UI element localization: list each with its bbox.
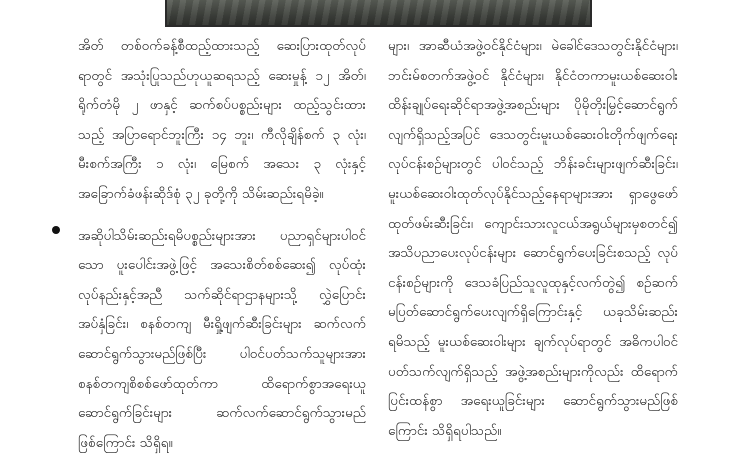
text-line: အသိပညာပေးလုပ်ငန်းများ ဆောင်ရွက်ပေးခြင်းစသည့် လုပ် — [388, 245, 678, 262]
text-line: အခြောက်ခံဖန်းဆိုဒ်စုံ ၃၂ ခုတို့ကို သိမ်းဆည်းရမိခဲ့။ — [78, 185, 324, 202]
text-line: သော ပူးပေါင်းအဖွဲ့ဖြင့် အသေးစိတ်စစ်ဆေး၍ လုပ်ထုံး — [78, 257, 366, 274]
text-line: ရမိသည့် မူးယစ်ဆေးဝါးများ ချက်လုပ်ရာတွင် အဓိကပါဝင် — [388, 333, 678, 350]
paragraph-1 — [78, 32, 366, 210]
right-column — [388, 32, 678, 446]
text-line: ဆောင်ရွက်ခြင်းများ ဆက်လက်ဆောင်ရွက်သွားမည် — [78, 405, 366, 422]
text-line: ထိန်းချုပ်ရေးဆိုင်ရာအဖွဲ့အစည်းများ ပိုမိုတိုးမြှင့်ဆောင်ရွက် — [388, 97, 678, 114]
text-line: သည့် အပြာရောင်ဘူးကြီး ၁၄ ဘူး၊ ကီလိုချိန်စက် ၃ လုံး၊ — [78, 126, 366, 143]
text-line: မီးစက်အကြီး ၁ လုံး၊ မြေစက် အသေး ၃ လုံးနှင့် — [78, 156, 366, 173]
left-column — [78, 32, 366, 458]
text-line: အိတ် တစ်ဝက်ခန့်စီထည့်ထားသည့် ဆေးပြားထုတ်လုပ် — [78, 38, 366, 54]
text-line: ပြင်းထန်စွာ အရေးယူခြင်းများ ဆောင်ရွက်သွားမည်ဖြစ် — [388, 393, 678, 410]
text-line: အဆိုပါသိမ်းဆည်းရမိပစ္စည်းများအား ပညာရှင်များပါဝင် — [78, 227, 366, 244]
paragraph-gap — [78, 210, 366, 222]
text-line: အပ်နှံခြင်း၊ စနစ်တကျ မီးရှို့ဖျက်ဆီးခြင်းများ ဆက်လက် — [78, 316, 366, 333]
text-line: စနစ်တကျစိစစ်ဖော်ထုတ်ကာ ထိရောက်စွာအရေးယူ — [78, 375, 366, 392]
text-line: များ၊ အာဆီယံအဖွဲ့ဝင်နိုင်ငံများ၊ မဲခေါင်ဒေသတွင်းနိုင်ငံများ၊ — [388, 38, 678, 54]
text-line: ရိုက်တံမို ၂ ဖာနှင့် ဆက်စပ်ပစ္စည်းများ ထည့်သွင်းထား — [78, 97, 366, 114]
text-line: လုပ်နည်းနှင့်အညီ သက်ဆိုင်ရာဌာနများသို့ လွှဲပြောင်း — [78, 286, 366, 303]
text-line: မပြတ်ဆောင်ရွက်ပေးလျက်ရှိကြောင်းနှင့် ယခုသိမ်းဆည်း — [388, 304, 678, 321]
text-line: ပတ်သက်လျက်ရှိသည့် အဖွဲ့အစည်းများကိုလည်း ထိရောက် — [388, 363, 678, 380]
text-line: မူးယစ်ဆေးဝါးထုတ်လုပ်နိုင်သည့်နေရာများအား ရှာဖွေဖော် — [388, 185, 678, 202]
top-photo — [165, 0, 592, 27]
text-line: ဆောင်ရွက်သွားမည်ဖြစ်ပြီး ပါဝင်ပတ်သက်သူများအား — [78, 345, 366, 362]
text-line: ငန်းစဉ်များကို ဒေသခံပြည်သူလူထုနှင့်လက်တွဲ၍ စဉ်ဆက် — [388, 274, 678, 291]
text-line: ဘင်းမ်စတက်အဖွဲ့ဝင် နိုင်ငံများ၊ နိုင်ငံတကာမူးယစ်ဆေးဝါး — [388, 67, 678, 84]
bullet-point — [52, 226, 60, 234]
text-line: ရာတွင် အသုံးပြုသည်ဟုယူဆရသည့် ဆေးမှုန့် ၁၂ အိတ်၊ — [78, 67, 366, 84]
text-line: ဖြစ်ကြောင်း သိရှိရ။ — [78, 434, 173, 451]
text-line: ထုတ်ဖမ်းဆီးခြင်း၊ ကျောင်းသားလူငယ်အရွယ်များမှစတင်၍ — [388, 215, 678, 232]
text-line: လုပ်ငန်းစဉ်များတွင် ပါဝင်သည့် ဘိန်းခင်းများဖျက်ဆီးခြင်း၊ — [388, 156, 678, 173]
text-line: လျက်ရှိသည့်အပြင် ဒေသတွင်းမူးယစ်ဆေးဝါးတိုက်ဖျက်ရေး — [388, 126, 678, 143]
text-line: ကြောင်း သိရှိရပါသည်။ — [388, 422, 502, 439]
paragraph-2-bulleted — [78, 222, 366, 459]
